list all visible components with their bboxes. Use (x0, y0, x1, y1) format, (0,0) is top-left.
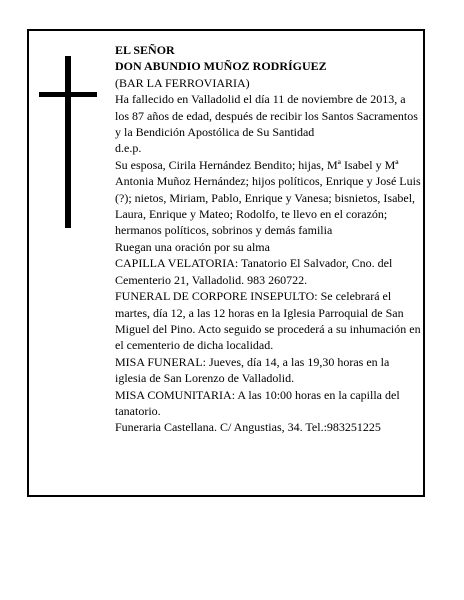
obituary-notice (27, 29, 425, 497)
obituary-text (115, 42, 421, 436)
deceased-name: DON ABUNDIO MUÑOZ RODRÍGUEZ (115, 59, 327, 74)
family-list: Su esposa, Cirila Hernández Bendito; hijas, Mª Isabel y Mª Antonia Muñoz Hernández; hijos políticos, Enrique y José Luis (?); nietos, Miriam, Pablo, Enrique y Vanesa; bisnietos, Isabel, Laura, Enrique y Mateo; Rodolfo, te llevo en el corazón; hermanos políticos, sobrinos y demás familia (115, 157, 421, 238)
funeral-home-info: Funeraria Castellana. C/ Angustias, 34. Tel.:983251225 (115, 420, 381, 435)
funeral-info: FUNERAL DE CORPORE INSEPULTO: Se celebrará el martes, día 12, a las 12 horas en la Iglesia Parroquial de San Miguel del Pino. Acto seguido se procederá a su inhumación en el cementerio de dicha localidad. (115, 289, 421, 353)
cross-horizontal-bar (39, 92, 97, 97)
death-announcement: Ha fallecido en Valladolid el día 11 de noviembre de 2013, a los 87 años de edad, después de recibir los Santos Sacramentos y la Bendición Apostólica de Su Santidad (115, 92, 418, 140)
mass-funeral-info: MISA FUNERAL: Jueves, día 14, a las 19,30 horas en la iglesia de San Lorenzo de Valladolid. (115, 354, 390, 386)
mass-community-info: MISA COMUNITARIA: A las 10:00 horas en la capilla del tanatorio. (115, 387, 400, 418)
rip-text: d.e.p. (115, 141, 142, 156)
deceased-nickname: (BAR LA FERROVIARIA) (115, 75, 250, 90)
deceased-title: EL SEÑOR (115, 43, 175, 57)
cross-icon (39, 56, 97, 228)
chapel-info: CAPILLA VELATORIA: Tanatorio El Salvador, Cno. del Cementerio 21, Valladolid. 983 260722. (115, 256, 393, 287)
cross-vertical-bar (65, 56, 71, 228)
prayer-request: Ruegan una oración por su alma (115, 239, 270, 254)
